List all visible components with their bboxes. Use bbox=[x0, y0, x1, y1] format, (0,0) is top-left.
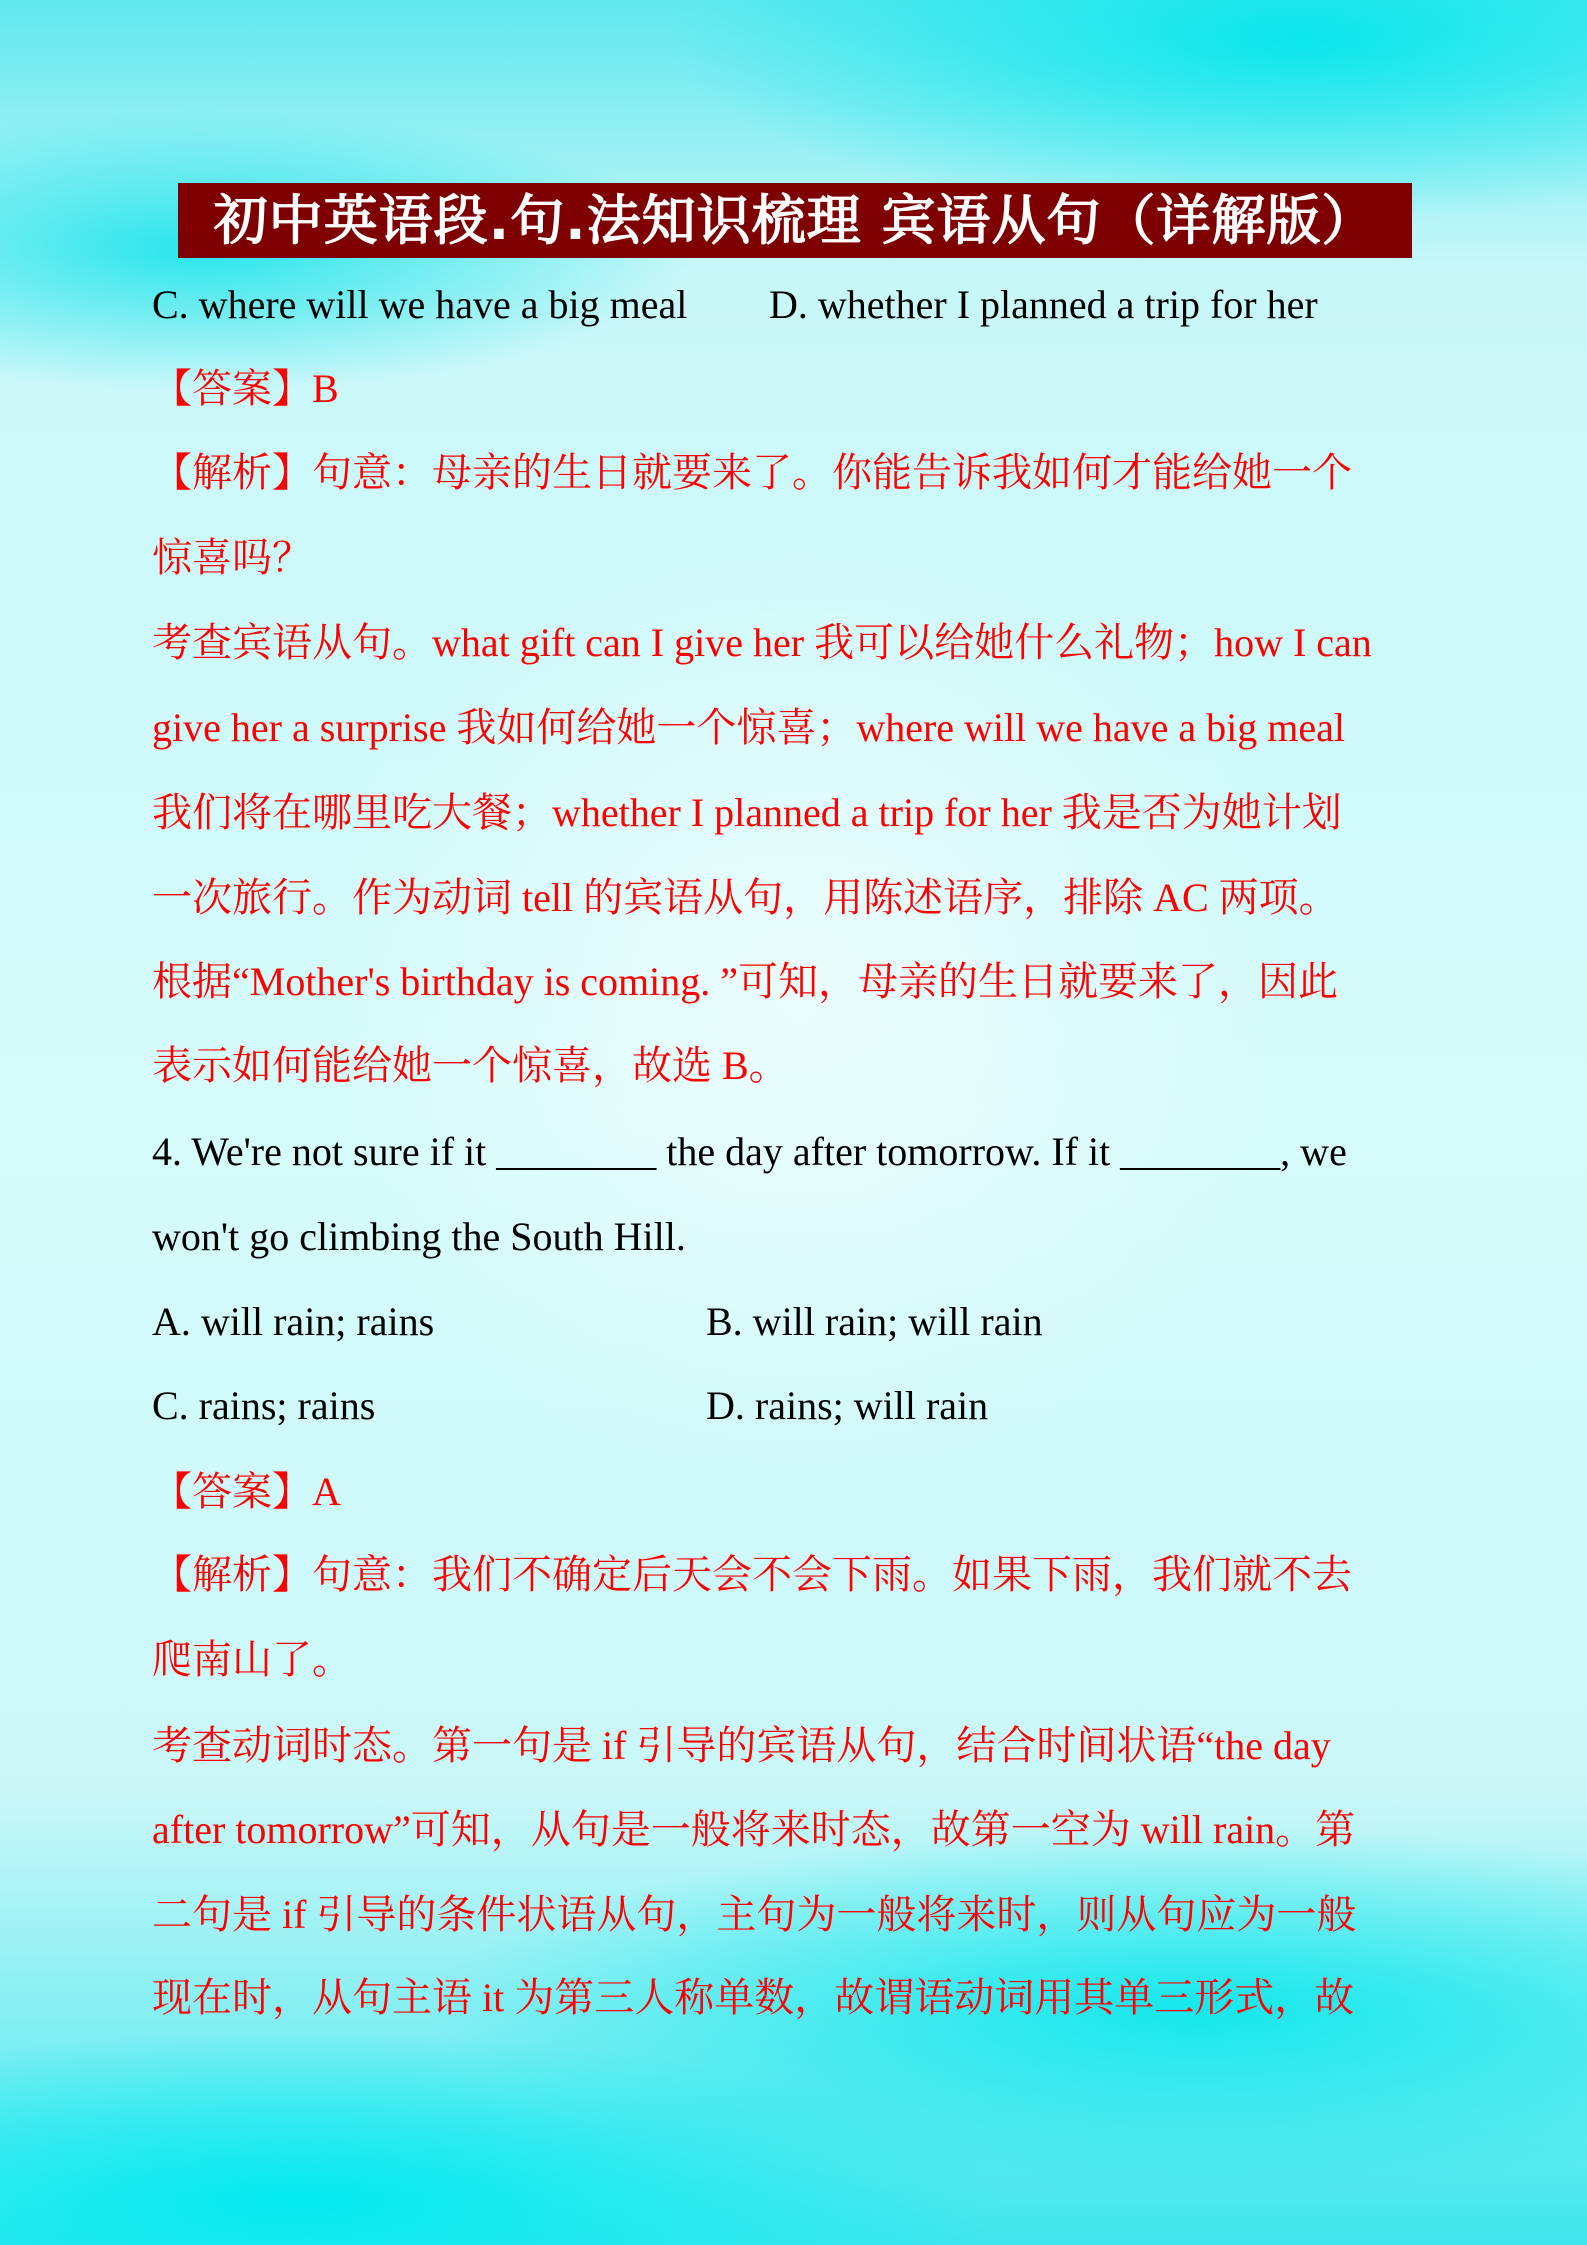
q4-option-c: C. rains; rains bbox=[152, 1383, 376, 1428]
q3-option-d: D. whether I planned a trip for her bbox=[769, 282, 1318, 327]
q4-option-b: B. will rain; will rain bbox=[706, 1299, 1043, 1344]
q4-analysis-line: after tomorrow”可知，从句是一般将来时态，故第一空为 will rain。第 bbox=[152, 1807, 1356, 1852]
q4-analysis-line: 二句是 if 引导的条件状语从句，主句为一般将来时，则从句应为一般 bbox=[152, 1892, 1357, 1937]
q3-analysis-line: 考查宾语从句。what gift can I give her 我可以给她什么礼物；how I can bbox=[152, 620, 1372, 665]
q3-analysis-line: 惊喜吗？ bbox=[152, 535, 312, 580]
q4-answer: 【答案】A bbox=[152, 1469, 341, 1514]
q3-answer: 【答案】B bbox=[152, 366, 339, 411]
q4-option-d: D. rains; will rain bbox=[706, 1383, 989, 1428]
q4-analysis-line: 【解析】句意：我们不确定后天会不会下雨。如果下雨，我们就不去 bbox=[152, 1552, 1352, 1597]
q3-options-cd bbox=[152, 263, 1452, 347]
q3-analysis-line: 我们将在哪里吃大餐；whether I planned a trip for her 我是否为她计划 bbox=[152, 790, 1342, 835]
q4-analysis-line: 现在时，从句主语 it 为第三人称单数，故谓语动词用其单三形式，故 bbox=[152, 1975, 1355, 2020]
document-title: 初中英语段.句.法知识梳理 宾语从句（详解版） bbox=[178, 183, 1412, 258]
q4-analysis-line: 考查动词时态。第一句是 if 引导的宾语从句，结合时间状语“the day bbox=[152, 1723, 1331, 1768]
q4-analysis-line: 爬南山了。 bbox=[152, 1637, 352, 1682]
q3-option-c: C. where will we have a big meal bbox=[152, 282, 688, 327]
q4-options-ab bbox=[152, 1280, 1452, 1364]
q4-stem-line: 4. We're not sure if it ________ the day after tomorrow. If it ________, we bbox=[152, 1129, 1347, 1174]
q3-analysis-line: 【解析】句意：母亲的生日就要来了。你能告诉我如何才能给她一个 bbox=[152, 450, 1352, 495]
q3-analysis-line: 表示如何能给她一个惊喜，故选 B。 bbox=[152, 1043, 789, 1088]
q4-options-cd bbox=[152, 1364, 1452, 1448]
q3-analysis-line: give her a surprise 我如何给她一个惊喜；where will we have a big meal bbox=[152, 705, 1346, 750]
q4-option-a: A. will rain; rains bbox=[152, 1299, 435, 1344]
q3-analysis-line: 根据“Mother's birthday is coming. ”可知，母亲的生日就要来了，因此 bbox=[152, 959, 1338, 1004]
q3-analysis-line: 一次旅行。作为动词 tell 的宾语从句，用陈述语序，排除 AC 两项。 bbox=[152, 875, 1339, 920]
q4-stem-line: won't go climbing the South Hill. bbox=[152, 1214, 686, 1259]
